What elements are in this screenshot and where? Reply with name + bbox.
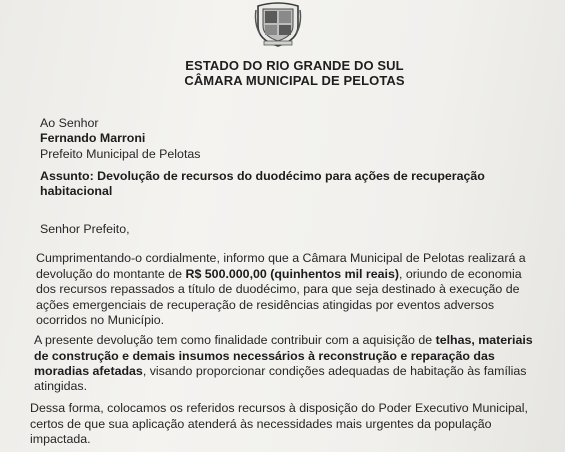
recipient-salutation: Ao Senhor [40,116,99,130]
greeting: Senhor Prefeito, [40,222,130,236]
para3-line-1: Dessa forma, colocamos os referidos recursos à disposição do Poder Executivo Municipal, [30,401,528,415]
subject-text-1: Devolução de recursos do duodécimo para ações de recuperação [97,169,485,183]
para2-line-4: atingidas. [34,379,88,393]
para1-line-2-a: devolução do montante de [36,267,186,281]
para1-line-2 [36,267,522,282]
para1-amount: R$ 500.000,00 (quinhentos mil reais) [185,267,399,281]
para2-line-2: de construção e demais insumos necessários à reconstrução e reparação das [34,349,495,363]
header-chamber: CÂMARA MUNICIPAL DE PELOTAS [184,73,405,88]
municipal-crest-icon [254,0,302,48]
para3-line-2: certos de que sua aplicação atenderá às necessidades mais urgentes da população [30,417,492,431]
para1-line-4: ações emergenciais de recuperação de residências atingidas por eventos adversos [36,298,495,312]
para3-line-3: impactada. [30,432,91,446]
para1-line-2-c: , oriundo de economia [398,267,522,281]
para1-line-1: Cumprimentando-o cordialmente, informo que a Câmara Municipal de Pelotas realizará a [36,251,526,265]
para2-line-3-b: , visando proporcionar condições adequadas de habitação às famílias [142,364,527,378]
para2-line-1-a: A presente devolução tem como finalidade contribuir com a aquisição de [34,333,436,347]
para2-line-1-b: telhas, materiais [435,333,533,347]
recipient-title: Prefeito Municipal de Pelotas [40,147,201,161]
para2-line-1 [34,333,533,348]
recipient-name: Fernando Marroni [40,131,146,145]
subject-line-2: habitacional [40,184,113,198]
para1-line-3: dos recursos repassados a título de duodécimo, para que seja destinado à execução de [36,282,520,296]
para1-line-5: ocorridos no Município. [36,313,165,327]
subject-line-1 [40,169,485,184]
subject-label: Assunto: [40,169,94,183]
header-state: ESTADO DO RIO GRANDE DO SUL [185,58,404,73]
para2-line-3-a: moradias afetadas [34,364,143,378]
para2-line-3 [34,364,526,379]
